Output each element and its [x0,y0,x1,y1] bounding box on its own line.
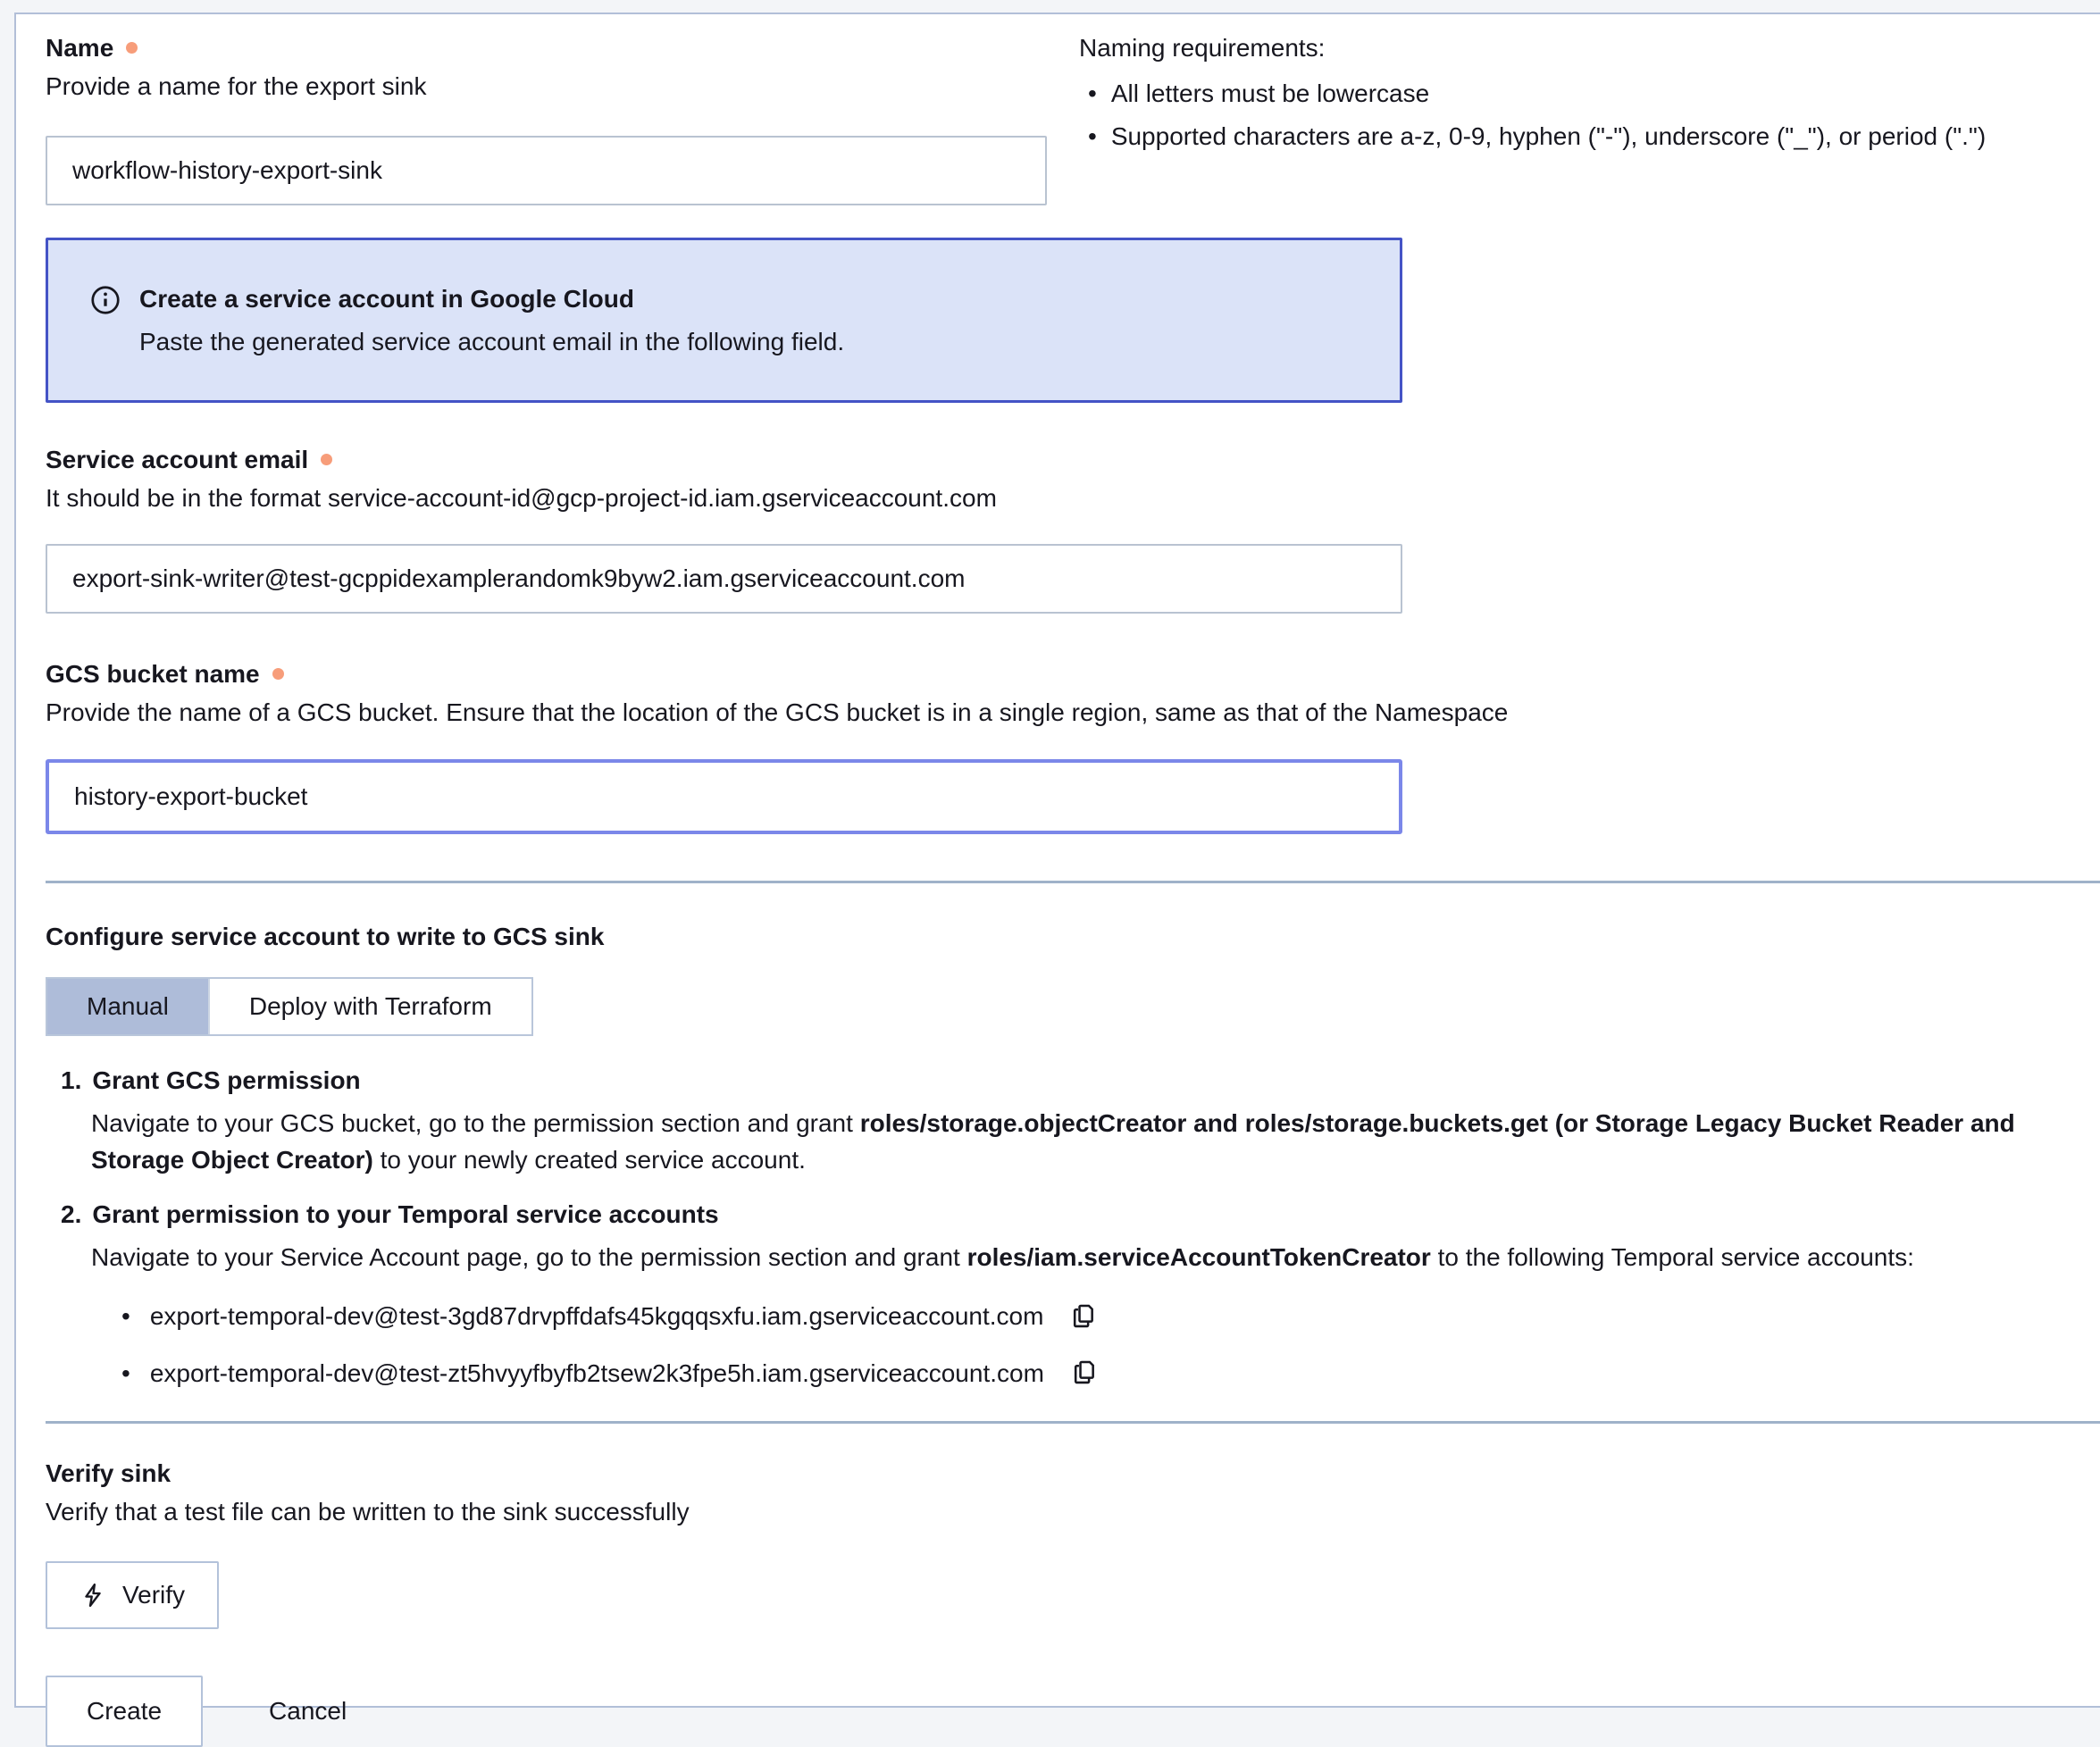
configure-section-title: Configure service account to write to GCS sink [46,922,605,950]
service-account-email-label: Service account email [46,445,309,473]
temporal-service-account-email: export-temporal-dev@test-3gd87drvpffdafs45kgqqsxfu.iam.gserviceaccount.com [149,1302,1044,1331]
gcs-bucket-description: Provide the name of a GCS bucket. Ensure that the location of the GCS bucket is in a single region, same as that of the Namespace [46,698,1509,727]
tab-deploy-with-terraform[interactable]: Deploy with Terraform [208,979,531,1034]
gcs-bucket-field [46,656,2100,833]
name-description: Provide a name for the export sink [46,72,427,101]
temporal-service-account-email: export-temporal-dev@test-zt5hvyyfbyfb2tsew2k3fpe5h.iam.gserviceaccount.com [149,1358,1044,1387]
required-indicator [272,668,284,680]
step-title-text: Grant GCS permission [92,1066,361,1094]
section-divider [46,881,2100,883]
temporal-service-account-list [121,1299,2100,1390]
lightning-icon [79,1582,106,1609]
service-account-email-description: It should be in the format service-account-id@gcp-project-id.iam.gserviceaccount.com [46,483,997,512]
configure-tabs [46,977,533,1036]
step-number: 1. [61,1066,82,1094]
gcs-bucket-label: GCS bucket name [46,660,260,689]
name-field [46,30,1047,205]
service-account-email-input[interactable] [46,544,1402,614]
section-divider [46,1421,2100,1424]
cancel-button[interactable]: Cancel [260,1676,356,1747]
verify-button-label: Verify [122,1581,186,1609]
step-number: 2. [61,1199,82,1228]
step-title-text: Grant permission to your Temporal service accounts [92,1199,719,1228]
sink-name-input[interactable] [46,136,1047,205]
list-item [121,1356,2100,1391]
verify-sink-title: Verify sink [46,1459,172,1487]
top-row [46,30,2100,205]
list-item [121,1299,2100,1333]
required-indicator [321,454,332,465]
form-actions [46,1676,2100,1747]
step-grant-temporal-permission [46,1197,2100,1276]
copy-button[interactable] [1068,1302,1097,1331]
naming-requirement-text: Supported characters are a-z, 0-9, hyphen ("-"), underscore ("_"), or period (".") [1110,122,1987,151]
service-account-email-field [46,442,2100,614]
create-button[interactable]: Create [46,1676,203,1747]
naming-requirement-text: All letters must be lowercase [1110,79,1430,108]
export-sink-form-card [14,13,2100,1726]
copy-icon [1068,1302,1097,1331]
gcs-bucket-input[interactable] [46,759,1402,834]
banner-title: Create a service account in Google Cloud [139,285,634,313]
step-grant-gcs-permission [46,1063,2100,1179]
verify-button[interactable] [46,1561,219,1629]
naming-requirements-title: Naming requirements: [1079,34,1326,62]
step-body: Navigate to your GCS bucket, go to the permission section and grant roles/storage.objectCreator and roles/storage.buckets.get (or Storage Legacy Bucket Reader and Storage Object Creator) to your newly created service account. [91,1108,2015,1174]
bullet-marker: • [1088,122,1097,151]
bullet-marker: • [121,1358,130,1387]
step-body: Navigate to your Service Account page, go to the permission section and grant roles/iam.serviceAccountTokenCreator to the following Temporal service accounts: [91,1242,1914,1271]
name-label: Name [46,34,114,62]
required-indicator [126,42,138,54]
bullet-marker: • [1088,79,1097,108]
copy-button[interactable] [1069,1358,1098,1387]
info-circle-icon [89,284,121,316]
naming-requirements [1079,30,1986,155]
banner-body: Paste the generated service account email in the following field. [139,327,845,355]
tab-manual[interactable]: Manual [47,979,208,1034]
verify-sink-description: Verify that a test file can be written to the sink successfully [46,1497,690,1525]
copy-icon [1069,1358,1098,1387]
bullet-marker: • [121,1302,130,1331]
service-account-info-banner [46,238,1402,402]
naming-requirement-item [1079,76,1986,111]
naming-requirement-item [1079,119,1986,154]
